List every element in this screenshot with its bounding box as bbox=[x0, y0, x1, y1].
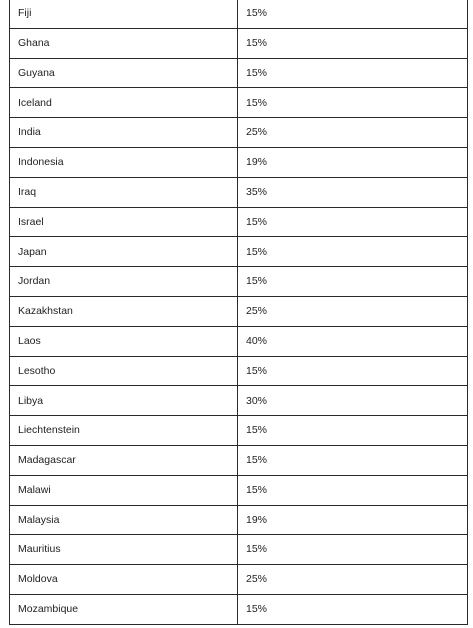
table-row bbox=[10, 565, 468, 595]
country-cell: Iceland bbox=[10, 88, 238, 118]
rate-cell: 25% bbox=[238, 565, 468, 595]
country-cell: Guyana bbox=[10, 58, 238, 88]
rate-cell: 15% bbox=[238, 594, 468, 624]
table-row bbox=[10, 237, 468, 267]
table-row bbox=[10, 475, 468, 505]
rate-cell: 15% bbox=[238, 475, 468, 505]
country-cell: Lesotho bbox=[10, 356, 238, 386]
rate-cell: 40% bbox=[238, 326, 468, 356]
table-row bbox=[10, 356, 468, 386]
rate-cell: 15% bbox=[238, 0, 468, 28]
country-cell: Libya bbox=[10, 386, 238, 416]
country-cell: Malaysia bbox=[10, 505, 238, 535]
country-cell: Laos bbox=[10, 326, 238, 356]
rate-cell: 15% bbox=[238, 356, 468, 386]
rate-cell: 15% bbox=[238, 207, 468, 237]
table-row bbox=[10, 118, 468, 148]
table-row bbox=[10, 535, 468, 565]
rate-cell: 25% bbox=[238, 296, 468, 326]
table-row bbox=[10, 28, 468, 58]
country-rate-table bbox=[9, 0, 468, 625]
country-cell: Malawi bbox=[10, 475, 238, 505]
table-row bbox=[10, 386, 468, 416]
table-row bbox=[10, 416, 468, 446]
table-row bbox=[10, 177, 468, 207]
table-row bbox=[10, 88, 468, 118]
country-cell: Madagascar bbox=[10, 445, 238, 475]
country-cell: Ghana bbox=[10, 28, 238, 58]
table-row bbox=[10, 505, 468, 535]
country-cell: Mozambique bbox=[10, 594, 238, 624]
table-row bbox=[10, 594, 468, 624]
country-cell: Japan bbox=[10, 237, 238, 267]
country-cell: Moldova bbox=[10, 565, 238, 595]
rate-cell: 30% bbox=[238, 386, 468, 416]
table-row bbox=[10, 207, 468, 237]
table-row bbox=[10, 445, 468, 475]
rate-cell: 19% bbox=[238, 505, 468, 535]
table-row bbox=[10, 0, 468, 28]
rate-cell: 35% bbox=[238, 177, 468, 207]
rate-cell: 15% bbox=[238, 237, 468, 267]
rate-cell: 15% bbox=[238, 267, 468, 297]
country-cell: India bbox=[10, 118, 238, 148]
rate-cell: 15% bbox=[238, 28, 468, 58]
country-cell: Fiji bbox=[10, 0, 238, 28]
rate-cell: 25% bbox=[238, 118, 468, 148]
rate-cell: 15% bbox=[238, 58, 468, 88]
table-body bbox=[10, 0, 468, 624]
table-row bbox=[10, 296, 468, 326]
rate-cell: 15% bbox=[238, 535, 468, 565]
table-row bbox=[10, 58, 468, 88]
table-row bbox=[10, 147, 468, 177]
rate-cell: 15% bbox=[238, 445, 468, 475]
country-cell: Israel bbox=[10, 207, 238, 237]
country-cell: Kazakhstan bbox=[10, 296, 238, 326]
rate-cell: 15% bbox=[238, 416, 468, 446]
table-row bbox=[10, 267, 468, 297]
country-cell: Iraq bbox=[10, 177, 238, 207]
country-cell: Jordan bbox=[10, 267, 238, 297]
country-cell: Indonesia bbox=[10, 147, 238, 177]
country-cell: Liechtenstein bbox=[10, 416, 238, 446]
country-cell: Mauritius bbox=[10, 535, 238, 565]
table-row bbox=[10, 326, 468, 356]
rate-cell: 19% bbox=[238, 147, 468, 177]
rate-cell: 15% bbox=[238, 88, 468, 118]
